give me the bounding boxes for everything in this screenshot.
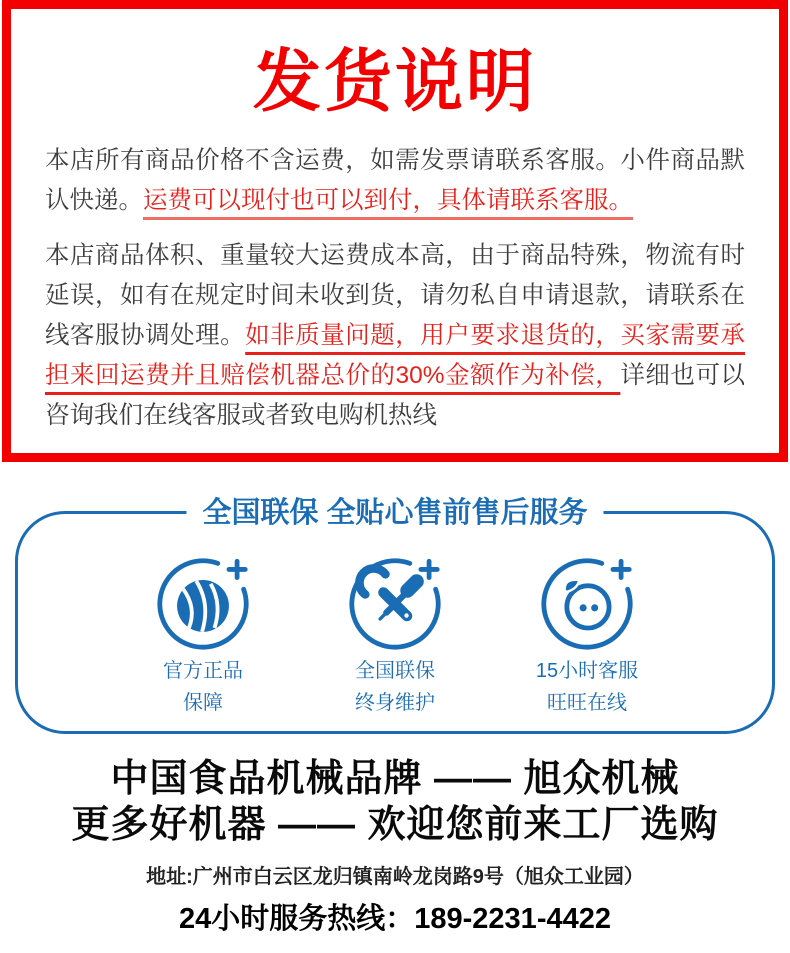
shipping-notice-title: 发货说明 xyxy=(252,44,537,120)
service-items-row xyxy=(18,556,772,716)
service-item-warranty xyxy=(335,556,455,716)
brand-slogan-line2: 更多好机器 —— 欢迎您前来工厂选购 xyxy=(71,804,719,846)
service-label-line1: 全国联保 xyxy=(355,660,435,682)
paragraph-2-normal-start-text: 本店商品体积、重量较大运费成本高，由于商品特殊，物流有时延误，如有在规定时间未收到货，请勿私自申请退款，请联系在线客服协调处理。 xyxy=(45,242,745,349)
repair-tools-icon xyxy=(347,556,443,652)
service-item-genuine xyxy=(143,556,263,716)
service-hotline: 24小时服务热线：189-2231-4422 xyxy=(179,903,611,935)
shipping-paragraph-2 xyxy=(45,236,745,436)
service-label-line1: 官方正品 xyxy=(163,660,243,682)
warranty-service-box xyxy=(15,497,775,734)
shipping-notice-box xyxy=(2,0,788,462)
service-label-line1: 15小时客服 xyxy=(535,660,639,682)
service-label-line2: 终身维护 xyxy=(355,692,435,714)
paragraph-1-normal-text: 本店所有商品价格不含运费，如需发票请联系客服。小件商品默认快递。 xyxy=(45,147,745,214)
footer xyxy=(0,756,790,937)
yarn-ball-icon xyxy=(155,556,251,652)
paragraph-1-highlight-text: 运费可以现付也可以到付，具体请联系客服。 xyxy=(143,187,633,214)
brand-slogan-line1: 中国食品机械品牌 —— 旭众机械 xyxy=(110,758,680,800)
paragraph-2-normal-end-text: 详细也可以咨询我们在线客服或者致电购机热线 xyxy=(45,362,745,429)
warranty-service-title: 全国联保 全贴心售前售后服务 xyxy=(186,495,603,532)
wangwang-chat-icon xyxy=(539,556,635,652)
service-label-line2: 保障 xyxy=(183,692,223,714)
shipping-paragraph-1 xyxy=(45,141,745,221)
service-label-line2: 旺旺在线 xyxy=(547,692,627,714)
service-item-customer-service xyxy=(527,556,647,716)
company-address: 地址:广州市白云区龙归镇南岭龙岗路9号（旭众工业园） xyxy=(146,866,644,888)
paragraph-2-highlight-text: 如非质量问题，用户要求退货的，买家需要承担来回运费并且赔偿机器总价的30%金额作为补偿， xyxy=(45,322,746,389)
